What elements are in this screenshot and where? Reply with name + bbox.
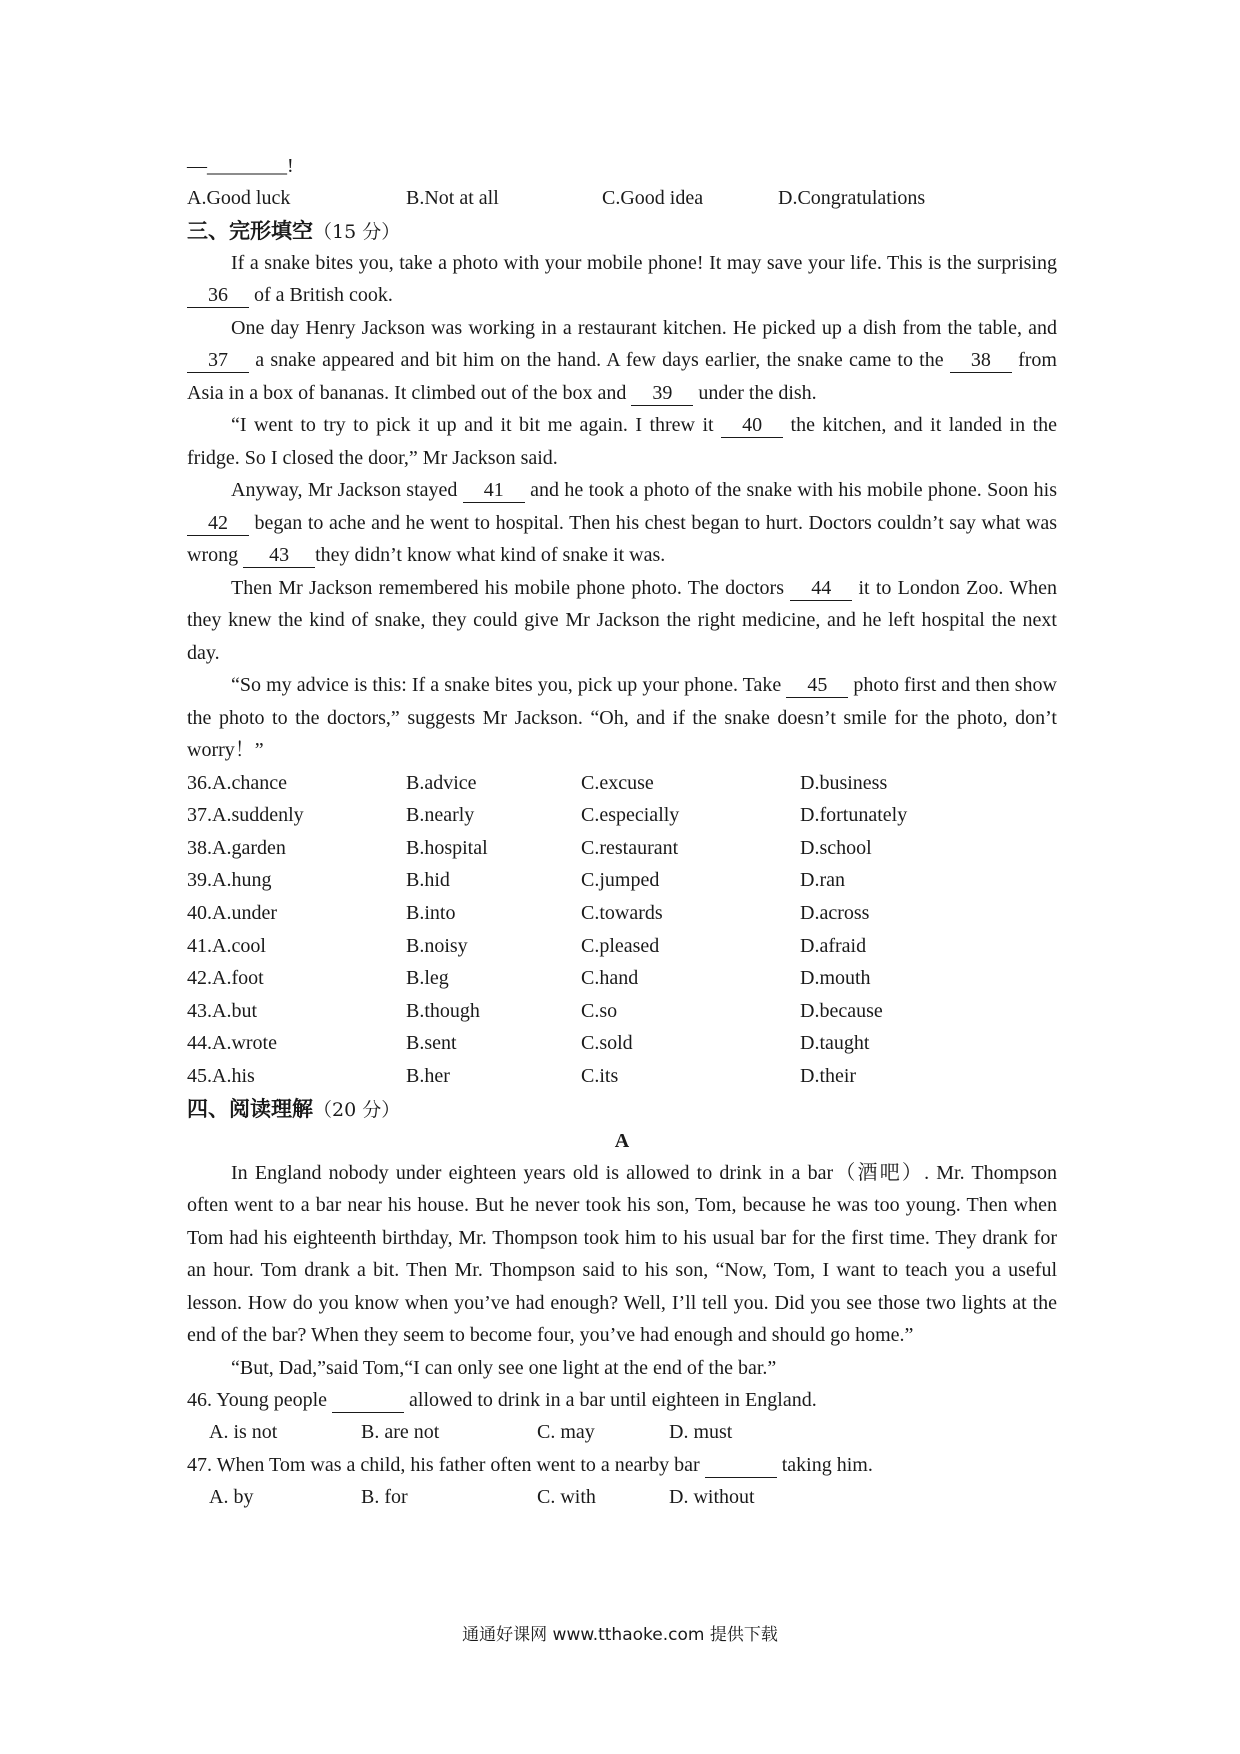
blank-37: 37 bbox=[187, 348, 249, 373]
section-3-title: 三、完形填空 bbox=[187, 218, 313, 243]
section-4-score: （20 分） bbox=[313, 1098, 401, 1121]
section-4-heading bbox=[187, 1093, 1057, 1125]
blank-45: 45 bbox=[786, 673, 848, 698]
section-4-title: 四、阅读理解 bbox=[187, 1096, 313, 1121]
question-46: 46. Young people allowed to drink in a bar until eighteen in England. bbox=[187, 1389, 817, 1412]
blank-47 bbox=[705, 1453, 777, 1478]
option-b: B.Not at all bbox=[406, 187, 499, 209]
options-42: 42.A.foot B.leg C.hand D.mouth bbox=[187, 967, 871, 990]
blank-44: 44 bbox=[790, 576, 852, 601]
question-47: 47. When Tom was a child, his father often went to a nearby bar taking him. bbox=[187, 1453, 873, 1476]
cloze-paragraph-2: One day Henry Jackson was working in a restaurant kitchen. He picked up a dish from the table, and 37 a snake appeared and bit him on the hand. A few days earlier, the snake came to the 38 from Asia in a box of bananas. It climbed out of the box and 39 under the dish. bbox=[187, 316, 1057, 404]
cloze-options bbox=[187, 767, 1057, 1093]
blank-43: 43 bbox=[243, 543, 315, 568]
blank-38: 38 bbox=[950, 348, 1012, 373]
option-d: D.Congratulations bbox=[778, 187, 926, 209]
question-47-options: A. by B. for C. with D. without bbox=[209, 1485, 755, 1508]
options-45: 45.A.his B.her C.its D.their bbox=[187, 1064, 857, 1087]
section-3-heading bbox=[187, 215, 1057, 247]
question-46-options: A. is not B. are not C. may D. must bbox=[209, 1421, 733, 1444]
blank-46 bbox=[332, 1388, 404, 1413]
passage-label: A bbox=[614, 1129, 630, 1152]
cloze-paragraph-3: “I went to try to pick it up and it bit me again. I threw it 40 the kitchen, and it landed in the fridge. So I closed the door,” Mr Jackson said. bbox=[187, 414, 1058, 469]
previous-question-options bbox=[187, 182, 1057, 215]
options-38: 38.A.garden B.hospital C.restaurant D.school bbox=[187, 836, 872, 859]
options-39: 39.A.hung B.hid C.jumped D.ran bbox=[187, 869, 845, 892]
cloze-paragraph-6: “So my advice is this: If a snake bites you, pick up your phone. Take 45 photo first and then show the photo to the doctors,” suggests Mr Jackson. “Oh, and if the snake doesn’t smile for the photo, don’t worry！” bbox=[187, 674, 1058, 762]
options-43: 43.A.but B.though C.so D.because bbox=[187, 999, 883, 1022]
blank-41: 41 bbox=[463, 478, 525, 503]
blank-40: 40 bbox=[721, 413, 783, 438]
cloze-paragraph-4: Anyway, Mr Jackson stayed 41 and he took a photo of the snake with his mobile phone. Soon his 42 began to ache and he went to hospital. Then his chest began to hurt. Doctors couldn’t say what was wrong 43 they didn’t know what kind of snake it was. bbox=[187, 479, 1057, 567]
blank-42: 42 bbox=[187, 511, 249, 536]
option-c: C.Good idea bbox=[602, 187, 704, 209]
options-44: 44.A.wrote B.sent C.sold D.taught bbox=[187, 1032, 870, 1055]
reading-paragraph-1: In England nobody under eighteen years old is allowed to drink in a bar（酒吧）. Mr. Thompson often went to a bar near his house. But he never took his son, Tom, because he was too young. Then when Tom had his eighteenth birthday, Mr. Thompson took him to his usual bar for the first time. They drank for an hour. Tom drank a bit. Then Mr. Thompson said to his son, “Now, Tom, I want to teach you a useful lesson. How do you know when you’ve had enough? Well, I’ll tell you. Did you see those two lights at the end of the bar? When they seem to become four, you’ve had enough and should go home.” bbox=[187, 1161, 1057, 1347]
section-3-score: （15 分） bbox=[313, 220, 401, 243]
option-a: A.Good luck bbox=[187, 187, 291, 209]
options-36: 36.A.chance B.advice C.excuse D.business bbox=[187, 771, 888, 794]
options-40: 40.A.under B.into C.towards D.across bbox=[187, 901, 870, 924]
blank-36: 36 bbox=[187, 283, 249, 308]
options-37: 37.A.suddenly B.nearly C.especially D.fortunately bbox=[187, 804, 908, 827]
cloze-paragraph-5: Then Mr Jackson remembered his mobile phone photo. The doctors 44 it to London Zoo. When they knew the kind of snake, they could give Mr Jackson the right medicine, and he left hospital the next day. bbox=[187, 576, 1058, 664]
previous-question-dialog: —________! bbox=[187, 155, 294, 177]
footer-watermark: 通通好课网 www.tthaoke.com 提供下载 bbox=[462, 1625, 778, 1645]
options-41: 41.A.cool B.noisy C.pleased D.afraid bbox=[187, 934, 867, 957]
reading-paragraph-2: “But, Dad,”said Tom,“I can only see one light at the end of the bar.” bbox=[231, 1356, 777, 1379]
exam-page bbox=[187, 150, 1057, 1513]
cloze-paragraph-1: If a snake bites you, take a photo with your mobile phone! It may save your life. This is the surprising 36 of a British cook. bbox=[187, 247, 1057, 312]
blank-39: 39 bbox=[631, 381, 693, 406]
